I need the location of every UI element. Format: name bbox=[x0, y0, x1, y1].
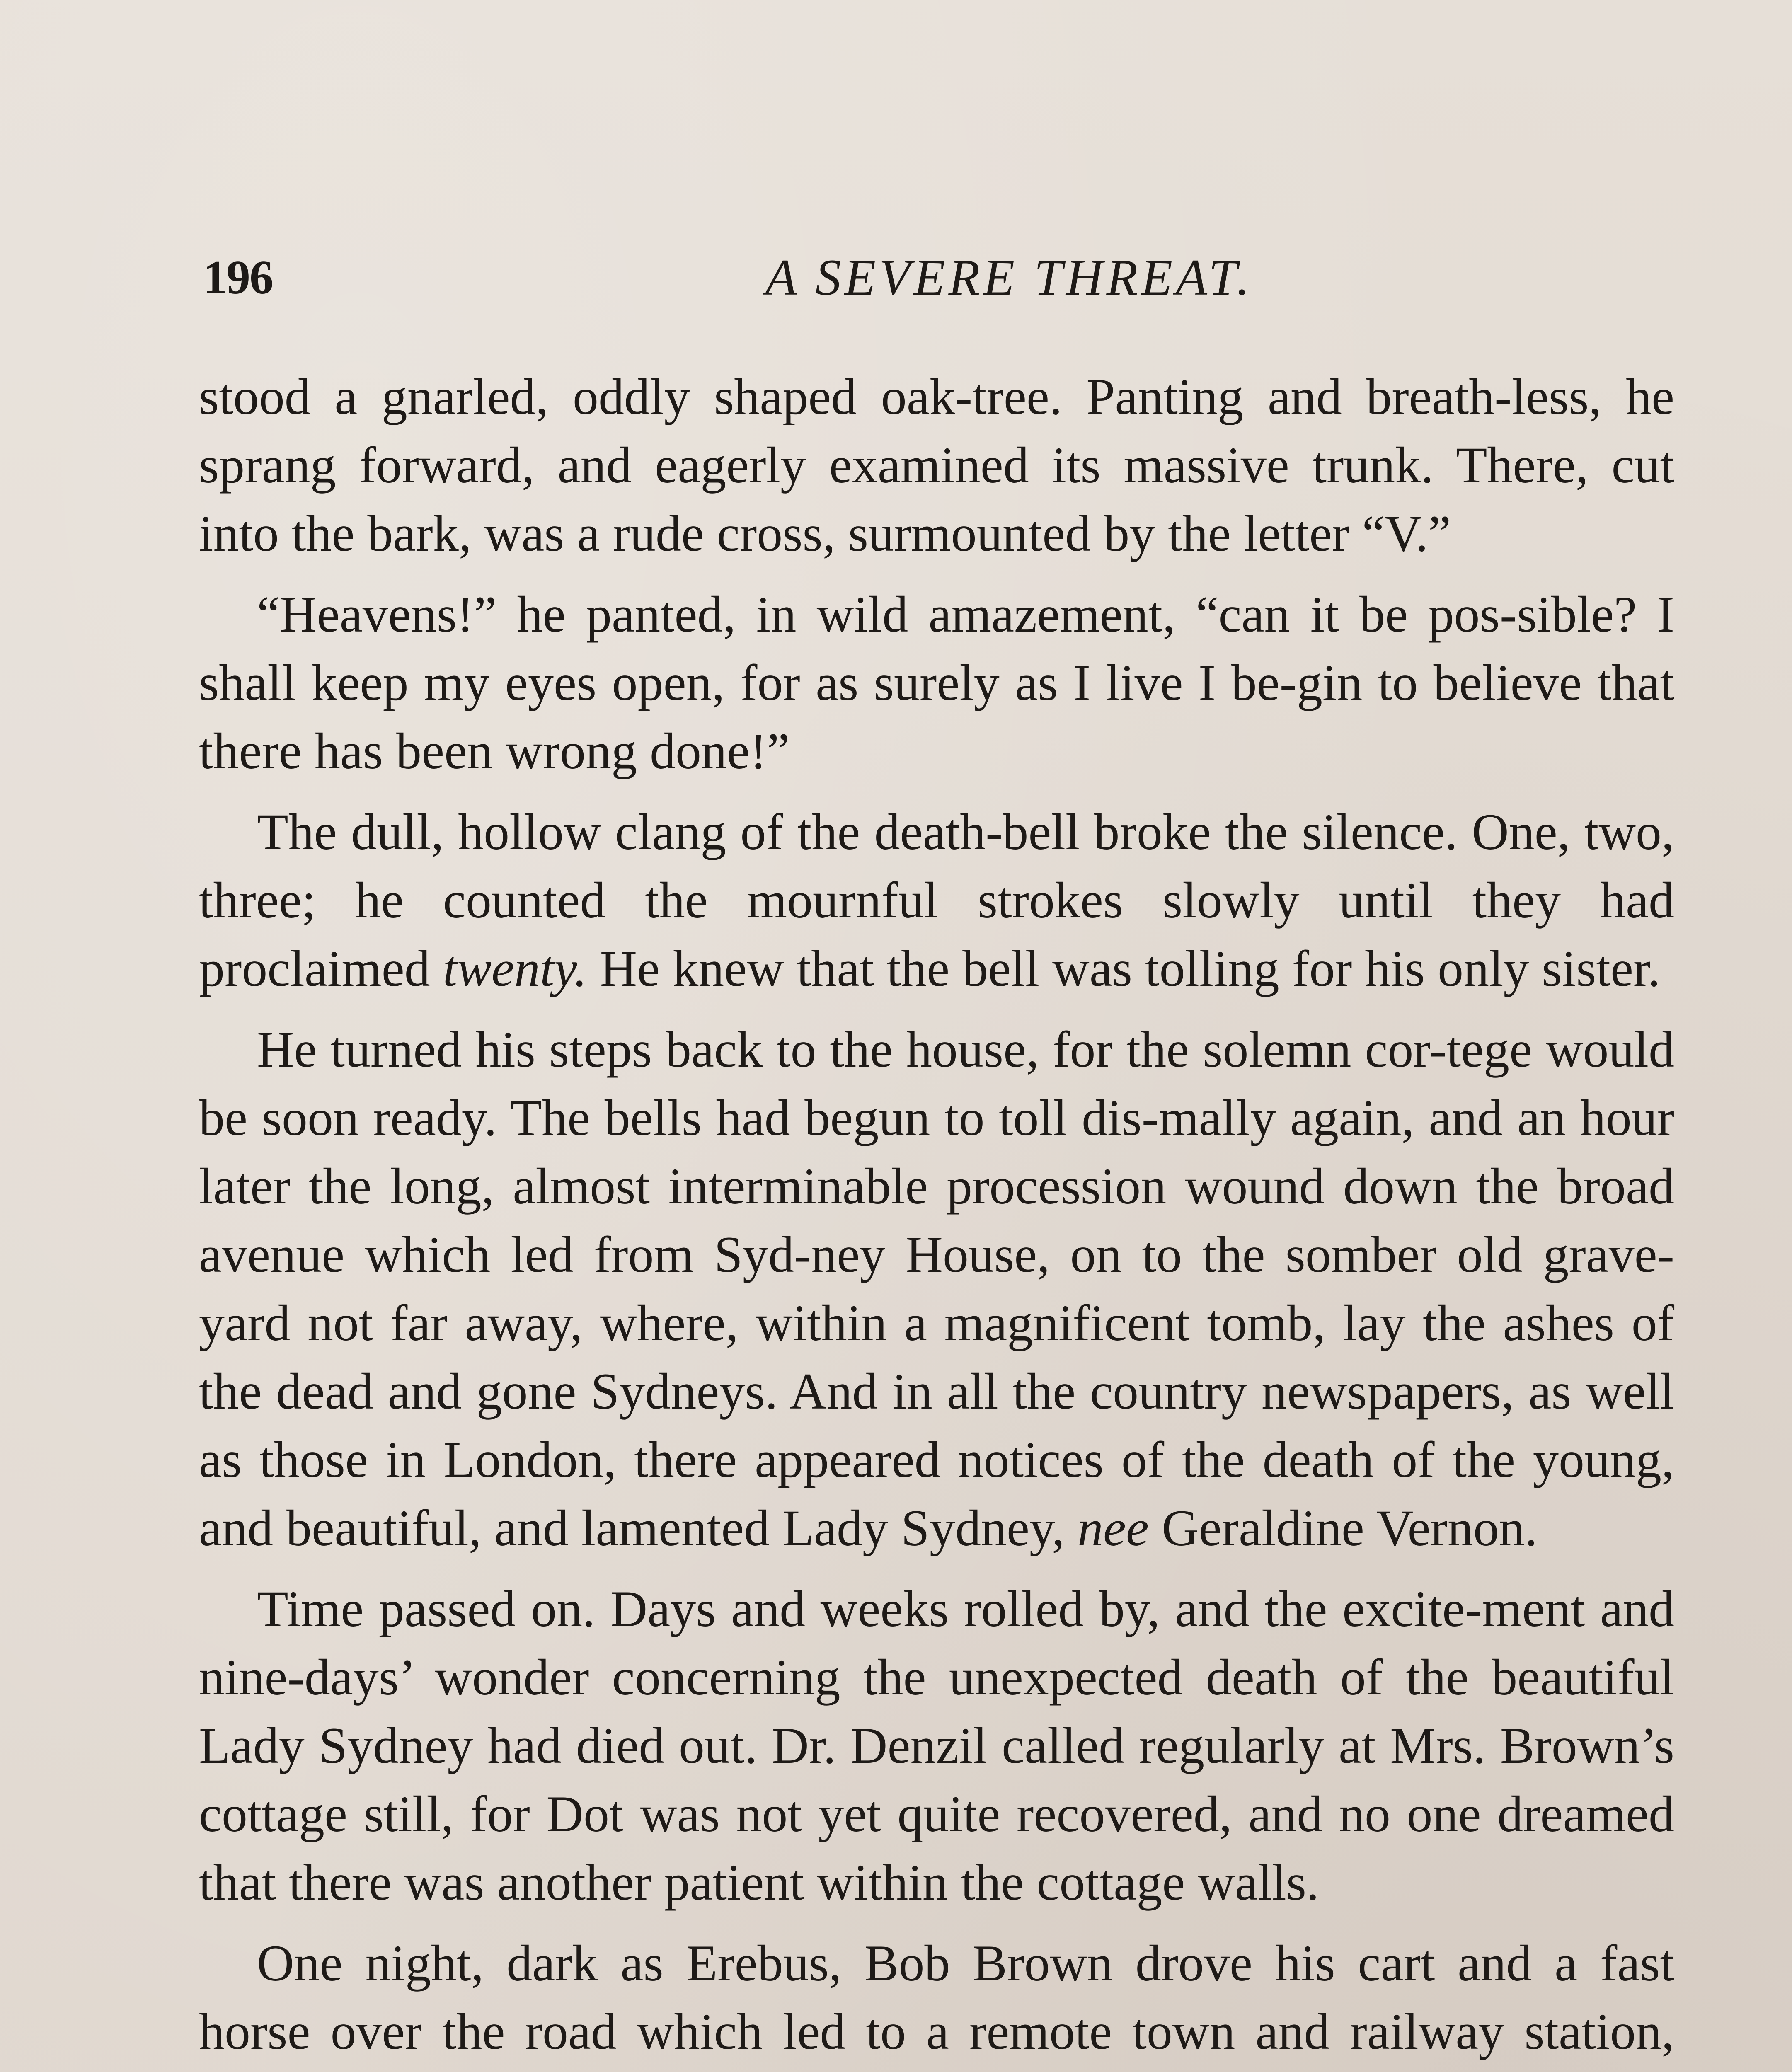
running-title: A SEVERE THREAT. bbox=[765, 249, 1253, 306]
body-text bbox=[199, 363, 1674, 2072]
page-number: 196 bbox=[203, 251, 273, 304]
paragraph bbox=[199, 1015, 1674, 1562]
text-segment: The dull, hollow clang of the death-bell broke the silence. One, two, three; he counted the mournful strokes slowly until they had proclaimed bbox=[199, 804, 1674, 997]
text-segment: stood a gnarled, oddly shaped oak-tree. Panting and breath-less, he sprang forward, and eagerly examined its massive trunk. There, cut into the bark, was a rude cross, surmounted by the letter “V.” bbox=[199, 368, 1674, 562]
text-segment: One night, dark as Erebus, Bob Brown drove his cart and a fast horse over the road which led to a remote town and railway station, bbox=[199, 1935, 1674, 2060]
paragraph bbox=[199, 798, 1674, 1003]
paragraph bbox=[199, 1575, 1674, 1917]
italic-text: nee bbox=[1078, 1500, 1149, 1556]
italic-text: twenty. bbox=[443, 940, 587, 997]
text-segment: He knew that the bell was tolling for his only sister. bbox=[587, 940, 1661, 997]
paragraph bbox=[199, 363, 1674, 568]
text-segment: Geraldine Vernon. bbox=[1149, 1500, 1538, 1556]
text-segment: Time passed on. Days and weeks rolled by, and the excite-ment and nine-days’ wonder concerning the unexpected death of the beautiful Lady Sydney had died out. Dr. Denzil called regularly at Mrs. Brown’s cottage still, for Dot was not yet quite recovered, and no one dreamed that there was another patient within the cottage walls. bbox=[199, 1581, 1674, 1911]
page-header bbox=[203, 249, 1683, 307]
paragraph bbox=[199, 1929, 1674, 2072]
text-segment: He turned his steps back to the house, for the solemn cor-tege would be soon ready. The bells had begun to toll dis-mally again, and an hour later the long, almost interminable procession wound down the broad avenue which led from Syd-ney House, on to the somber old grave-yard not far away, where, within a magnificent tomb, lay the ashes of the dead and gone Sydneys. And in all the country newspapers, as well as those in London, there appeared notices of the death of the young, and beautiful, and lamented Lady Sydney, bbox=[199, 1021, 1674, 1556]
paragraph bbox=[199, 580, 1674, 785]
text-segment: “Heavens!” he panted, in wild amazement, “can it be pos-sible? I shall keep my eyes open, for as surely as I live I be-gin to believe that there has been wrong done!” bbox=[199, 586, 1674, 779]
